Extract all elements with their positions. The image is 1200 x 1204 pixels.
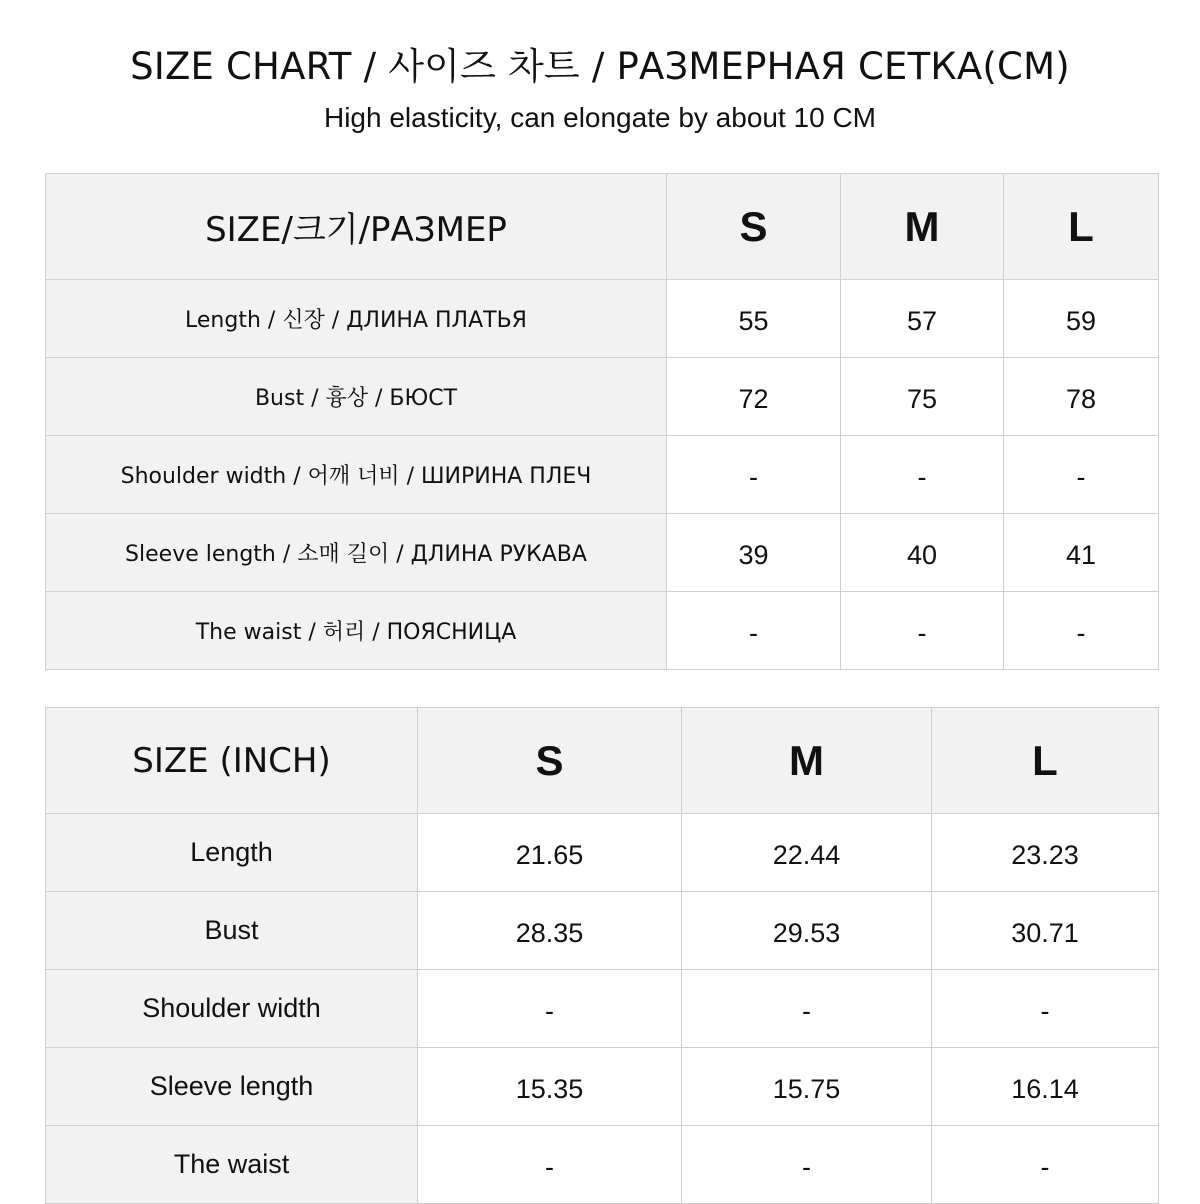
table-cell: - <box>667 436 841 514</box>
table-row <box>46 436 1159 514</box>
table-row <box>46 892 1159 970</box>
size-chart-cm-table <box>45 173 1159 670</box>
table-cell: - <box>1004 592 1159 670</box>
row-label-shoulder-width: Shoulder width <box>46 970 418 1048</box>
size-header-m: M <box>841 174 1004 280</box>
table-cell: 72 <box>667 358 841 436</box>
table-row <box>46 280 1159 358</box>
row-label-sleeve-length: Sleeve length / 소매 길이 / ДЛИНА РУКАВА <box>46 514 667 592</box>
table-cell: 29.53 <box>682 892 932 970</box>
table-row <box>46 970 1159 1048</box>
table-cell: 78 <box>1004 358 1159 436</box>
table-cell: 23.23 <box>932 814 1159 892</box>
row-label-sleeve-length: Sleeve length <box>46 1048 418 1126</box>
size-header-l: L <box>1004 174 1159 280</box>
table-row <box>46 514 1159 592</box>
table-cell: 22.44 <box>682 814 932 892</box>
size-chart-inch-table <box>45 707 1159 1204</box>
row-label-length: Length <box>46 814 418 892</box>
size-header-m: M <box>682 708 932 814</box>
table-cell: - <box>682 970 932 1048</box>
size-column-header: SIZE/크기/РАЗМЕР <box>46 174 667 280</box>
table-cell: 21.65 <box>418 814 682 892</box>
table-cell: - <box>667 592 841 670</box>
size-header-s: S <box>667 174 841 280</box>
table-cell: 59 <box>1004 280 1159 358</box>
row-label-length: Length / 신장 / ДЛИНА ПЛАТЬЯ <box>46 280 667 358</box>
table-row <box>46 1048 1159 1126</box>
row-label-waist: The waist <box>46 1126 418 1204</box>
table-cell: - <box>682 1126 932 1204</box>
page-title: SIZE CHART / 사이즈 차트 / РАЗМЕРНАЯ СЕТКА(CM) <box>130 45 1070 88</box>
table-cell: 15.75 <box>682 1048 932 1126</box>
row-label-bust: Bust <box>46 892 418 970</box>
table-row <box>46 814 1159 892</box>
table-cell: - <box>418 1126 682 1204</box>
row-label-bust: Bust / 흉상 / БЮСТ <box>46 358 667 436</box>
table-cell: 39 <box>667 514 841 592</box>
size-column-header: SIZE (INCH) <box>46 708 418 814</box>
table-cell: - <box>932 1126 1159 1204</box>
table-cell: 16.14 <box>932 1048 1159 1126</box>
table-cell: 28.35 <box>418 892 682 970</box>
table-cell: - <box>841 592 1004 670</box>
table-row <box>46 592 1159 670</box>
table-cell: 40 <box>841 514 1004 592</box>
page-subtitle: High elasticity, can elongate by about 10 CM <box>323 102 876 133</box>
table-cell: - <box>418 970 682 1048</box>
table-cell: 15.35 <box>418 1048 682 1126</box>
table-header-row <box>46 708 1159 814</box>
table-cell: 41 <box>1004 514 1159 592</box>
table-cell: - <box>841 436 1004 514</box>
table-cell: - <box>1004 436 1159 514</box>
table-cell: 30.71 <box>932 892 1159 970</box>
table-row <box>46 1126 1159 1204</box>
table-cell: 55 <box>667 280 841 358</box>
row-label-shoulder-width: Shoulder width / 어깨 너비 / ШИРИНА ПЛЕЧ <box>46 436 667 514</box>
size-header-l: L <box>932 708 1159 814</box>
row-label-waist: The waist / 허리 / ПОЯСНИЦА <box>46 592 667 670</box>
table-cell: 75 <box>841 358 1004 436</box>
table-header-row <box>46 174 1159 280</box>
table-row <box>46 358 1159 436</box>
table-cell: 57 <box>841 280 1004 358</box>
table-cell: - <box>932 970 1159 1048</box>
size-header-s: S <box>418 708 682 814</box>
